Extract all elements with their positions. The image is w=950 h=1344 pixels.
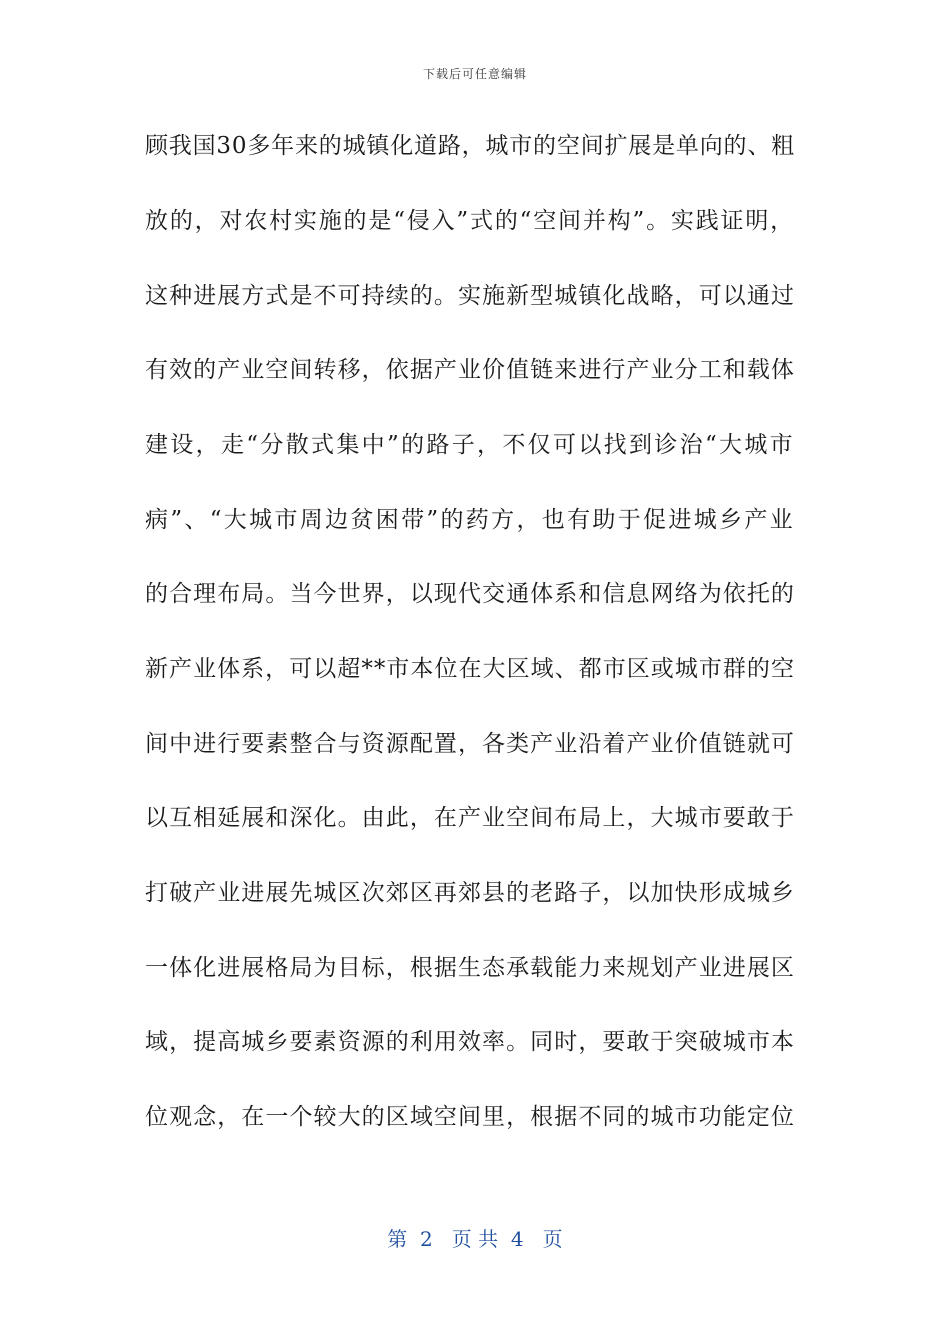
paragraph-line: 的合理布局。当今世界，以现代交通体系和信息网络为依托的 <box>145 581 795 607</box>
paragraph-line: 这种进展方式是不可持续的。实施新型城镇化战略，可以通过 <box>145 283 795 309</box>
paragraph-line: 以互相延展和深化。由此，在产业空间布局上，大城市要敢于 <box>145 805 795 831</box>
paragraph-line: 顾我国30多年来的城镇化道路，城市的空间扩展是单向的、粗 <box>145 133 795 159</box>
paragraph-line: 建设，走“分散式集中”的路子，不仅可以找到诊治“大城市 <box>145 432 795 458</box>
paragraph-line: 新产业体系，可以超**市本位在大区域、都市区或城市群的空 <box>145 656 795 682</box>
paragraph-line: 一体化进展格局为目标，根据生态承载能力来规划产业进展区 <box>145 955 795 981</box>
paragraph-line: 域，提高城乡要素资源的利用效率。同时，要敢于突破城市本 <box>145 1029 795 1055</box>
paragraph-line: 放的，对农村实施的是“侵入”式的“空间并构”。实践证明， <box>145 208 795 234</box>
paragraph-line: 位观念，在一个较大的区域空间里，根据不同的城市功能定位 <box>145 1104 795 1130</box>
paragraph-line: 间中进行要素整合与资源配置，各类产业沿着产业价值链就可 <box>145 731 795 757</box>
paragraph-line: 打破产业进展先城区次郊区再郊县的老路子，以加快形成城乡 <box>145 880 795 906</box>
paragraph-line: 有效的产业空间转移，依据产业价值链来进行产业分工和载体 <box>145 357 795 383</box>
page-number-footer: 第 2 页 共 4 页 <box>387 1227 563 1251</box>
paragraph-line: 病”、“大城市周边贫困带”的药方，也有助于促进城乡产业 <box>145 507 795 533</box>
page-header-note: 下载后可任意编辑 <box>422 67 527 81</box>
